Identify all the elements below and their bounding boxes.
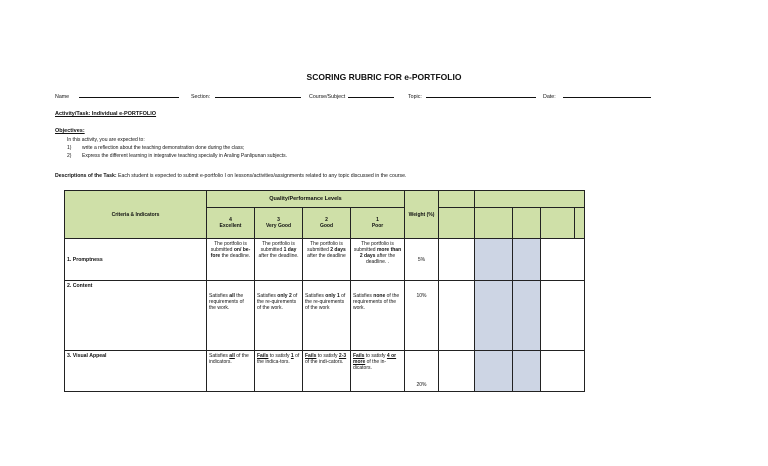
level-score: 3 (277, 217, 280, 223)
course-blank[interactable] (348, 92, 394, 98)
level-cell: Satisfies only 1 of the re-quirements of the work (303, 281, 351, 351)
date-label: Date: (543, 94, 556, 100)
extra-header-cell (513, 208, 541, 239)
level-cell: Fails to satisfy 2-3 of the indi-cators. (303, 351, 351, 392)
score-cell[interactable] (439, 239, 475, 281)
date-field (543, 92, 651, 100)
course-label: Course/Subject (309, 94, 346, 100)
level-header-4 (207, 208, 255, 239)
extra-header-cell (475, 208, 513, 239)
extra-header-cell (541, 208, 575, 239)
section-field (191, 92, 301, 100)
level-header-3 (255, 208, 303, 239)
objective-number: 1) (67, 145, 72, 151)
level-cell: Satisfies only 2 of the re-quirements of the work. (255, 281, 303, 351)
score-cell[interactable] (475, 351, 513, 392)
extra-header-cell (575, 208, 585, 239)
level-header-1 (351, 208, 405, 239)
score-cell[interactable] (475, 281, 513, 351)
weight-cell: 10% (405, 281, 439, 351)
criterion-cell: 2. Content (65, 281, 207, 351)
weight-cell: 5% (405, 239, 439, 281)
extra-header-cell (475, 191, 585, 208)
level-label: Excellent (219, 223, 242, 229)
course-field (309, 92, 394, 100)
name-field (55, 92, 179, 100)
page-title: SCORING RUBRIC FOR e-PORTFOLIO (306, 72, 462, 82)
objective-text: Express the different learning in integrative teaching specially in Araling Panlipunan subjects. (82, 153, 288, 159)
rubric-table (64, 190, 585, 392)
task-description-text: Each student is expected to submit e-portfolio I on lessons/activities/assignments related to any topic discussed in the course. (118, 173, 407, 179)
topic-label: Topic: (408, 94, 422, 100)
level-cell: The portfolio is submitted more than 2 days after the deadline. . (351, 239, 405, 281)
level-cell: The portfolio is submitted 2 days after the deadline (303, 239, 351, 281)
level-cell: The portfolio is submitted 1 day after the deadline. (255, 239, 303, 281)
objectives-intro: In this activity, you are expected to: (67, 137, 145, 143)
task-description (55, 173, 406, 179)
name-label: Name (55, 94, 70, 100)
level-header-2 (303, 208, 351, 239)
level-cell: Satisfies all of the indicators. (207, 351, 255, 392)
level-cell: Fails to satisfy 1 of the indica-tors. (255, 351, 303, 392)
objective-item (67, 145, 244, 151)
level-score: 2 (325, 217, 328, 223)
level-label: Very Good (265, 223, 291, 229)
criterion-cell: 1. Promptness (65, 239, 207, 281)
objective-item (67, 153, 287, 159)
weight-header: Weight (%) (405, 191, 439, 239)
objective-text: write a reflection about the teaching demonstration done during the class; (82, 145, 245, 151)
topic-field (408, 92, 536, 100)
name-blank[interactable] (79, 92, 179, 98)
score-cell[interactable] (475, 239, 513, 281)
criterion-cell: 3. Visual Appeal (65, 351, 207, 392)
level-label: Good (319, 223, 334, 229)
score-cell[interactable] (513, 239, 541, 281)
score-cell[interactable] (513, 351, 541, 392)
date-blank[interactable] (563, 92, 651, 98)
score-cell[interactable] (541, 239, 585, 281)
extra-header-cell (439, 191, 475, 208)
score-cell[interactable] (513, 281, 541, 351)
table-row (65, 281, 585, 351)
score-cell[interactable] (541, 281, 585, 351)
score-cell[interactable] (439, 351, 475, 392)
levels-header: Quality/Performance Levels (207, 191, 405, 208)
level-score: 4 (229, 217, 232, 223)
criteria-header: Criteria & Indicators (65, 191, 207, 239)
task-description-label: Descriptions of the Task: (55, 173, 117, 179)
table-row (65, 239, 585, 281)
section-blank[interactable] (215, 92, 301, 98)
objectives-label: Objectives: (55, 128, 85, 134)
section-label: Section: (191, 94, 211, 100)
level-cell: Satisfies none of the requirements of the work. (351, 281, 405, 351)
score-cell[interactable] (541, 351, 585, 392)
extra-header-cell (439, 208, 475, 239)
level-cell: Fails to satisfy 4 or more of the in-dicators. (351, 351, 405, 392)
level-label: Poor (371, 223, 384, 229)
level-cell: Satisfies all the requirements of the work. (207, 281, 255, 351)
table-row (65, 351, 585, 392)
level-score: 1 (376, 217, 379, 223)
topic-blank[interactable] (426, 92, 536, 98)
level-cell: The portfolio is submitted on/ be-fore the deadline. (207, 239, 255, 281)
activity-title: Activity/Task: Individual e-PORTFOLIO (55, 111, 157, 117)
objective-number: 2) (67, 153, 72, 159)
score-cell[interactable] (439, 281, 475, 351)
weight-cell: 20% (405, 351, 439, 392)
